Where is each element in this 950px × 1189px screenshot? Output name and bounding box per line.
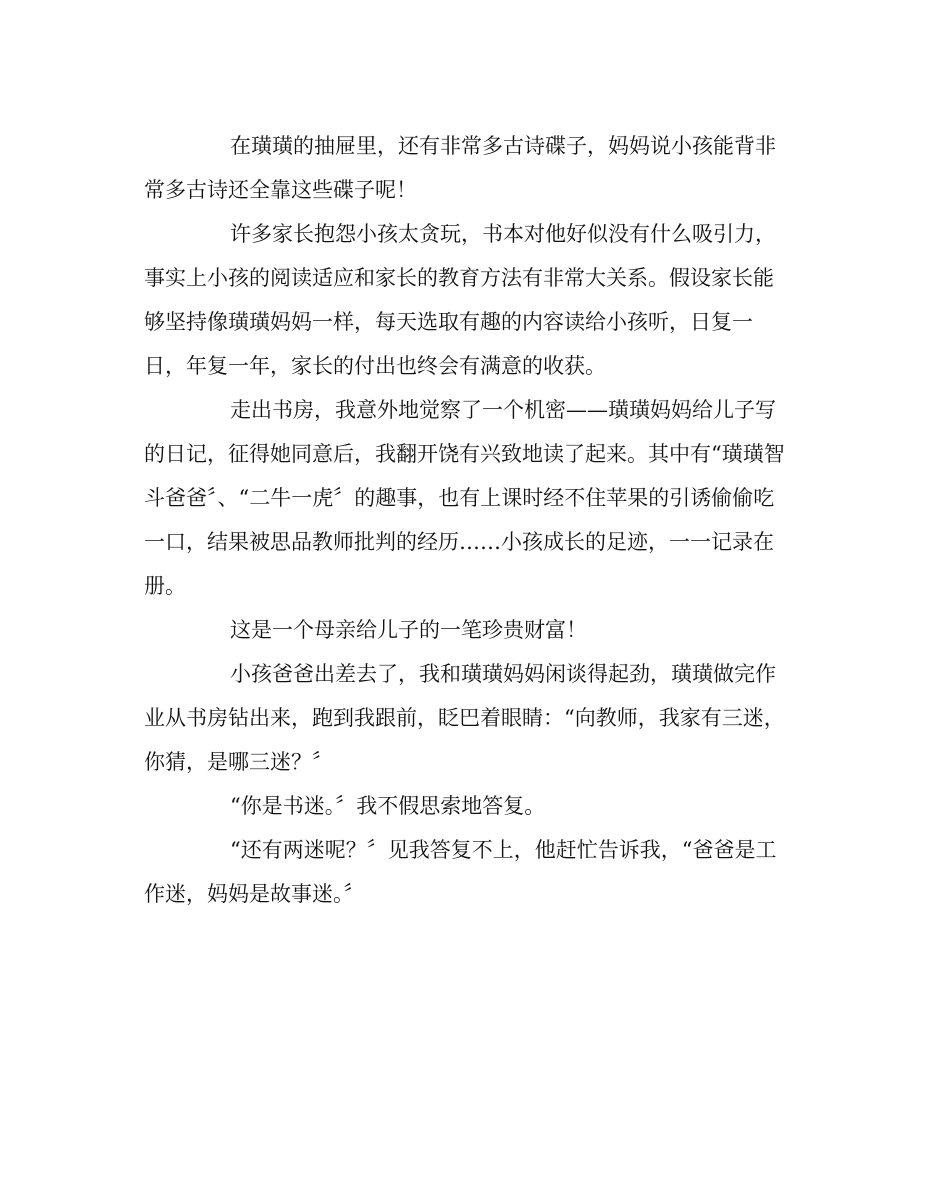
paragraph-6: “你是书迷。〞我不假思索地答复。 <box>230 794 546 818</box>
paragraph-3: 走出书房，我意外地觉察了一个机密——璜璜妈妈给儿子写 的日记，征得她同意后，我翻开饶有兴致地读了起来。其中有“璜璜智 斗爸爸〞、“二牛一虎〞的趣事，也有上课时经不住苹果的引诱偷偷吃 一口，结果被思品教师批判的经历……小孩成长的足迹，一一记录在 册。 <box>144 398 785 598</box>
paragraph-2: 许多家长抱怨小孩太贪玩，书本对他好似没有什么吸引力， 事实上小孩的阅读适应和家长的教育方法有非常大关系。假设家长能 够坚持像璜璜妈妈一样，每天选取有趣的内容读给小孩听，日复一 日，年复一年，家长的付出也终会有满意的收获。 <box>144 222 776 378</box>
paragraph-1: 在璜璜的抽屉里，还有非常多古诗碟子，妈妈说小孩能背非 常多古诗还全靠这些碟子呢！ <box>144 134 776 202</box>
document-body <box>144 124 814 916</box>
paragraph-4: 这是一个母亲给儿子的一笔珍贵财富！ <box>230 618 587 642</box>
paragraph-7: “还有两迷呢？〞见我答复不上，他赶忙告诉我，“爸爸是工 作迷，妈妈是故事迷。〞 <box>144 838 777 906</box>
paragraph-5: 小孩爸爸出差去了，我和璜璜妈妈闲谈得起劲，璜璜做完作 业从书房钻出来，跑到我跟前，眨巴着眼睛：“向教师，我家有三迷， 你猜，是哪三迷？〞 <box>144 662 785 774</box>
